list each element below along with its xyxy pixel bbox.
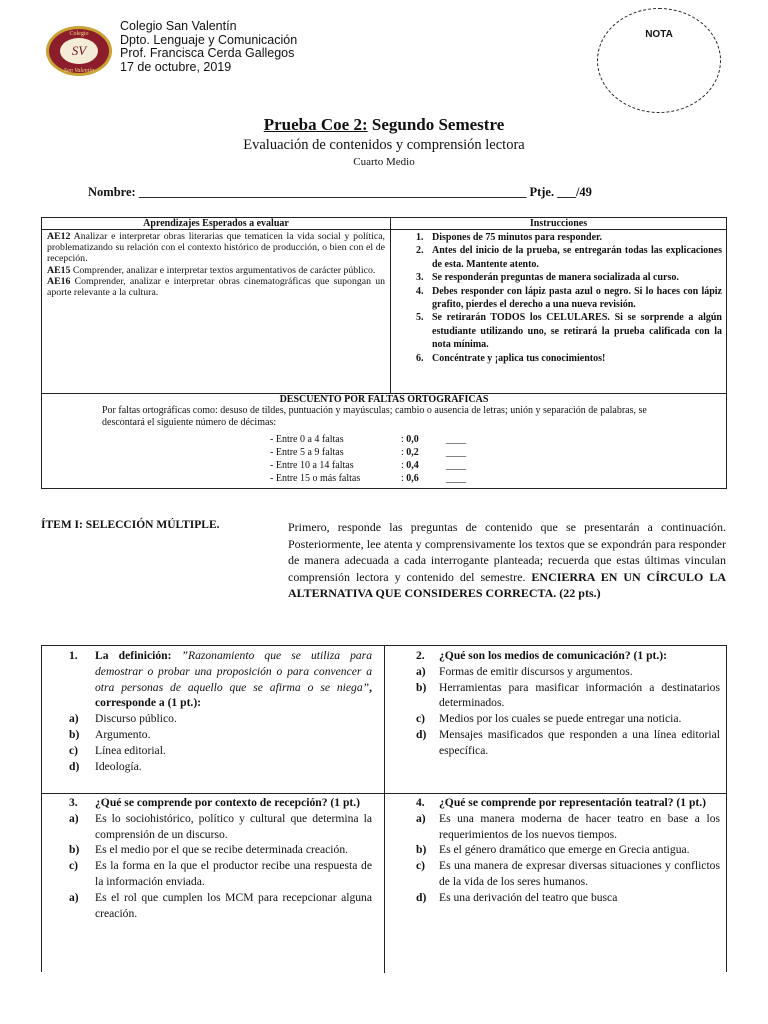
answer-option[interactable]: c) Línea editorial. bbox=[69, 743, 166, 757]
test-subtitle: Evaluación de contenidos y comprensión lectora bbox=[243, 137, 525, 153]
discount-title: DESCUENTO POR FALTAS ORTOGRÁFICAS bbox=[279, 394, 489, 405]
answer-option[interactable]: b) Argumento. bbox=[69, 727, 151, 741]
answer-option[interactable]: c) Es una manera de expresar diversas situaciones y conflictos de la vida de los seres humanos. bbox=[416, 859, 720, 888]
instructions-heading: Instrucciones bbox=[391, 218, 726, 230]
instruction-item: 4. Debes responder con lápiz pasta azul o negro. Si lo haces con lápiz grafito, pierdes el derecho a una nueva revisión. bbox=[416, 285, 722, 311]
item-heading: ÍTEM I: SELECCIÓN MÚLTIPLE. bbox=[41, 519, 220, 531]
question-1: 1. La definición: ”Razonamiento que se utiliza para demostrar o probar una proposición o para convencer a otra personas de aquello que se afirma o se niega”, corresponde a (1 pt.): a) Discurso público. b) Argumento. c) Línea editorial. d) Ideología. bbox=[42, 648, 372, 774]
objective-item: AE12 Analizar e interpretar obras literarias que tematicen la vida social y política, problematizando su relación con el contexto histórico de producción, o bien con el de recepción. bbox=[47, 231, 385, 265]
objective-item: AE16 Comprender, analizar e interpretar obras cinematográficas que supongan un aporte relevante a la cultura. bbox=[47, 275, 385, 299]
objectives-instructions-table: Aprendizajes Esperados a evaluar Instrucciones AE12 Analizar e interpretar obras literarias que tematicen la vida social y política, problematizando su relación con el contexto histórico de producción, o bien con el de recepción. AE15 Comprender, analizar e interpretar textos argumentativos de carácter público. AE16 Comprender, analizar e interpretar obras cinematográficas que supongan un aporte relevante a la cultura. 1. Dispones de 75 minutos para responder. 2. Antes del inicio de la prueba, se entregarán todas las explicaciones de esta. Mantente atento. 3. Se responderán preguntas de manera socializada al curso. 4. Debes responder con lápiz pasta azul o negro. Si lo haces con lápiz grafito, pierdes el derecho a una nueva revisión. 5. Se retirarán TODOS los CELULARES. Si se sorprende a algún estudiante utilizando uno, se retirará la prueba calificada con la nota mínima. 6. Concéntrate y ¡aplica tus conocimientos! DESCUENTO POR FALTAS ORTOGRÁFICAS Por faltas ortográficas como: desuso de tildes, puntuación y mayúsculas; cambio o ausencia de letras; unión y separación de palabras, se descontará el siguiente número de décimas: - Entre 0 a 4 faltas : 0,0 ____ - Entre 5 a 9 faltas : 0,2 ____ - Entre 10 a 14 faltas : 0,4 ____ - Entre 15 o más faltas : 0,6 ____ bbox=[41, 217, 727, 489]
answer-option[interactable]: b) Es el género dramático que emerge en Grecia antigua. bbox=[416, 843, 690, 857]
department: Dpto. Lenguaje y Comunicación bbox=[120, 32, 298, 47]
svg-text:SV: SV bbox=[71, 43, 87, 58]
questions-table bbox=[41, 645, 727, 972]
title-suffix: Segundo Semestre bbox=[367, 115, 505, 134]
score-label: Ptje. ___/49 bbox=[529, 185, 592, 199]
answer-option[interactable]: b) Es el medio por el que se recibe determinada creación. bbox=[69, 843, 349, 857]
school-name: Colegio San Valentín bbox=[120, 19, 237, 33]
svg-text:San Valentín: San Valentín bbox=[63, 68, 95, 74]
name-label: Nombre: bbox=[88, 185, 136, 199]
test-title bbox=[0, 115, 768, 135]
answer-option[interactable]: a) Es lo sociohistórico, político y cultural que determina la comprensión de un discurso. bbox=[69, 811, 372, 841]
instructions-list bbox=[404, 231, 722, 365]
answer-option[interactable]: a) Es el rol que cumplen los MCM para recepcionar alguna creación. bbox=[69, 890, 372, 920]
objective-item: AE15 Comprender, analizar e interpretar textos argumentativos de carácter público. bbox=[47, 264, 376, 276]
item-instructions: Primero, responde las preguntas de contenido que se presentarán a continuación. Posteriormente, lee atenta y comprensivamente los textos que se expondrán para responder de manera adecuada a cada interrogante planteada; recuerda que estas últimas vinculan comprensión lectora y contenido del semestre. ENCIERRA EN UN CÍRCULO LA ALTERNATIVA QUE CONSIDERES CORRECTA. (22 pts.) bbox=[288, 520, 726, 601]
school-logo bbox=[44, 24, 114, 78]
question-2: 2. ¿Qué son los medios de comunicación? (1 pt.): a) Formas de emitir discursos y argumentos. b) Herramientas para masificar información a destinatarios determinados. c) Medios por los cuales se puede entregar una noticia. d) Mensajes masificados que responden a una línea editorial específica. bbox=[394, 648, 720, 759]
objectives-list bbox=[47, 231, 385, 298]
answer-option[interactable]: d) Es una derivación del teatro que busca bbox=[416, 890, 618, 904]
title-prefix: Prueba Coe 2: bbox=[263, 115, 368, 134]
answer-option[interactable]: d) Ideología. bbox=[69, 759, 142, 773]
instruction-item: 6. Concéntrate y ¡aplica tus conocimientos! bbox=[416, 352, 606, 364]
name-field[interactable] bbox=[88, 185, 708, 200]
answer-option[interactable]: a) Es una manera moderna de hacer teatro en base a los requerimientos de los nuevos tiempos. bbox=[416, 811, 720, 841]
objectives-heading: Aprendizajes Esperados a evaluar bbox=[42, 218, 390, 230]
grade-circle bbox=[597, 8, 721, 113]
svg-text:Colegio: Colegio bbox=[69, 31, 89, 37]
answer-option[interactable]: d) Mensajes masificados que responden a una línea editorial específica. bbox=[416, 727, 720, 757]
answer-option[interactable]: a) Discurso público. bbox=[69, 712, 177, 726]
instruction-item: 1. Dispones de 75 minutos para responder. bbox=[416, 232, 603, 243]
question-4: 4. ¿Qué se comprende por representación teatral? (1 pt.) a) Es una manera moderna de hacer teatro en base a los requerimientos de los nuevos tiempos. b) Es el género dramático que emerge en Grecia antigua. c) Es una manera de expresar diversas situaciones y conflictos de la vida de los seres humanos. d) Es una derivación del teatro que busca bbox=[394, 795, 720, 906]
instruction-item: 2. Antes del inicio de la prueba, se entregarán todas las explicaciones de esta. Mantente atento. bbox=[416, 245, 722, 270]
answer-option[interactable]: c) Medios por los cuales se puede entregar una noticia. bbox=[416, 712, 682, 726]
discount-text: Por faltas ortográficas como: desuso de tildes, puntuación y mayúsculas; cambio o ausencia de letras; unión y separación de palabras, se descontará el siguiente número de décimas: bbox=[102, 405, 647, 428]
answer-option[interactable]: c) Es la forma en la que el productor recibe una respuesta de la información enviada. bbox=[69, 859, 372, 888]
answer-option[interactable]: b) Herramientas para masificar información a destinatarios determinados. bbox=[416, 680, 720, 710]
date: 17 de octubre, 2019 bbox=[120, 59, 232, 74]
answer-option[interactable]: a) Formas de emitir discursos y argumentos. bbox=[416, 664, 633, 678]
instruction-item: 3. Se responderán preguntas de manera socializada al curso. bbox=[416, 272, 679, 284]
school-info bbox=[120, 20, 297, 74]
grade-label: NOTA bbox=[645, 29, 673, 40]
question-3: 3. ¿Qué se comprende por contexto de recepción? (1 pt.) a) Es lo sociohistórico, político y cultural que determina la comprensión de un discurso. b) Es el medio por el que se recibe determinada creación. c) Es la forma en la que el productor recibe una respuesta de la información enviada. a) Es el rol que cumplen los MCM para recepcionar alguna creación. bbox=[42, 795, 372, 921]
instruction-item: 5. Se retirarán TODOS los CELULARES. Si se sorprende a algún estudiante utilizando uno, se retirará la prueba calificada con la nota mínima. bbox=[416, 312, 722, 351]
teacher: Prof. Francisca Cerda Gallegos bbox=[120, 46, 295, 60]
name-blank: ______________________________________________________________ bbox=[135, 185, 530, 199]
grade-level: Cuarto Medio bbox=[353, 156, 415, 168]
